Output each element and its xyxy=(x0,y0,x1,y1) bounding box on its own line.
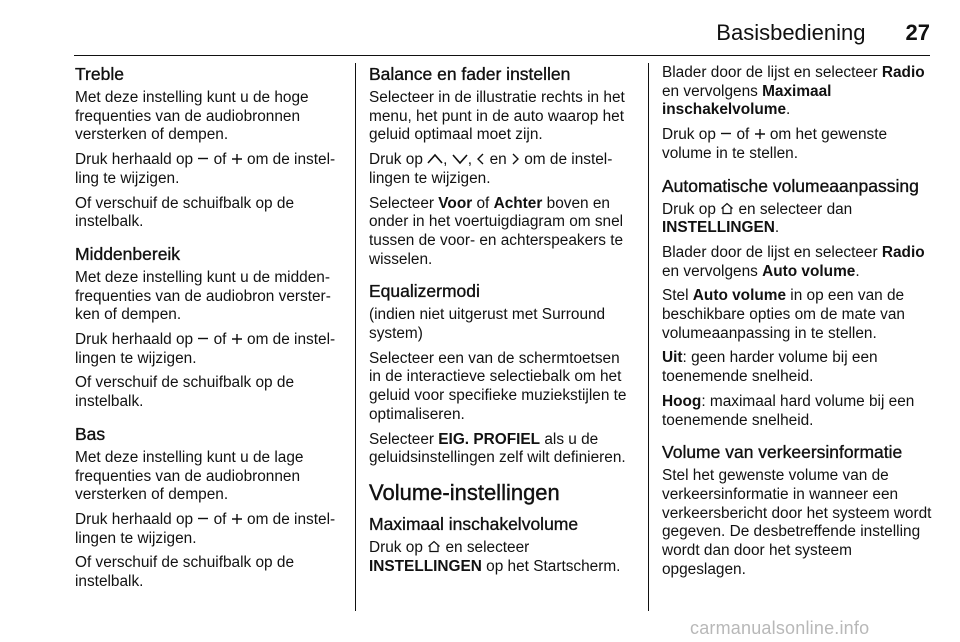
midden-slider-note: Of verschuif de schuifbalk op de instelbalk. xyxy=(75,374,295,411)
heading-bas: Bas xyxy=(75,423,106,444)
max-volume-step3: Druk op of om het gewenste volume in te stellen. xyxy=(662,126,888,162)
treble-instruction: Druk herhaald op of om de instelling te wijzigen. xyxy=(75,151,336,187)
balance-front-rear-note: Selecteer Voor of Achter boven en onder in het voertuigdiagram om snel tussen de voor- en achterspeakers te wisselen. xyxy=(369,194,624,268)
watermark: carmanualsonline.info xyxy=(690,618,870,638)
plus-icon xyxy=(231,333,243,345)
column-1 xyxy=(75,64,345,598)
chevron-up-icon xyxy=(427,153,443,165)
traffic-volume-description: Stel het gewenste volume van de verkeersinformatie in wanneer een verkeersbericht door het systeem wordt gegeven. De desbetreffende instelling wordt dan door het systeem opgeslagen. xyxy=(662,467,932,578)
eq-own-profile: Selecteer EIG. PROFIEL als u de geluidsinstellingen zelf wilt definieren. xyxy=(369,430,626,467)
minus-icon xyxy=(720,128,732,140)
auto-volume-option-uit: Uit: geen harder volume bij een toenemende snelheid. xyxy=(662,349,878,386)
max-volume-step1: Druk op en selecteer INSTELLINGEN op het Startscherm. xyxy=(369,538,621,575)
chevron-left-icon xyxy=(476,153,485,165)
heading-middenbereik: Middenbereik xyxy=(75,243,181,264)
balance-description: Selecteer in de illustratie rechts in het menu, het punt in de auto waarop het geluid optimaal moet zijn. xyxy=(369,89,625,144)
chevron-right-icon xyxy=(511,153,520,165)
heading-volume-instellingen: Volume-instellingen xyxy=(369,479,560,505)
plus-icon xyxy=(231,153,243,165)
home-icon xyxy=(720,202,734,215)
max-volume-step2: Blader door de lijst en selecteer Radio en vervolgens Maximaal inschakelvolume. xyxy=(662,64,925,119)
balance-instruction: Druk op , , en om de instellingen te wijzigen. xyxy=(369,151,613,187)
bas-slider-note: Of verschuif de schuifbalk op de instelbalk. xyxy=(75,554,295,591)
home-icon xyxy=(427,540,441,553)
heading-treble: Treble xyxy=(75,64,124,84)
minus-icon xyxy=(197,153,209,165)
eq-condition: (indien niet uitgerust met Surround system) xyxy=(369,306,606,343)
auto-volume-step1: Druk op en selecteer dan INSTELLINGEN. xyxy=(662,200,853,237)
page-header xyxy=(0,20,930,46)
page-section-title: Basisbediening xyxy=(716,20,866,45)
treble-slider-note: Of verschuif de schuifbalk op de instelbalk. xyxy=(75,194,295,231)
plus-icon xyxy=(754,128,766,140)
column-2 xyxy=(369,64,635,582)
treble-description: Met deze instelling kunt u de hoge frequenties van de audiobronnen versterken of dempen. xyxy=(75,89,309,144)
minus-icon xyxy=(197,333,209,345)
bas-instruction: Druk herhaald op of om de instellingen te wijzigen. xyxy=(75,510,336,547)
chevron-down-icon xyxy=(452,153,468,165)
minus-icon xyxy=(197,513,209,525)
bas-description: Met deze instelling kunt u de lage frequenties van de audiobronnen versterken of dempen. xyxy=(75,448,304,504)
page-number: 27 xyxy=(905,20,930,45)
eq-description: Selecteer een van de schermtoetsen in de interactieve selectiebalk om het geluid voor specifieke muziekstijlen te optimaliseren. xyxy=(369,349,627,423)
column-divider-left xyxy=(355,63,356,611)
heading-volume-verkeersinformatie: Volume van verkeersinformatie xyxy=(662,442,903,463)
header-rule xyxy=(74,55,930,56)
heading-balance-fader: Balance en fader instellen xyxy=(369,64,571,84)
auto-volume-step3: Stel Auto volume in op een van de beschikbare opties om de mate van volumeaanpassing in te stellen. xyxy=(662,287,905,342)
heading-maximaal-inschakelvolume: Maximaal inschakelvolume xyxy=(369,513,579,534)
heading-equalizermodi: Equalizermodi xyxy=(369,281,480,302)
auto-volume-option-hoog: Hoog: maximaal hard volume bij een toenemende snelheid. xyxy=(662,392,915,429)
column-divider-right xyxy=(648,63,649,611)
heading-automatische-volumeaanpassing: Automatische volumeaanpassing xyxy=(662,175,919,196)
midden-instruction: Druk herhaald op of om de instellingen te wijzigen. xyxy=(75,331,336,367)
auto-volume-step2: Blader door de lijst en selecteer Radio en vervolgens Auto volume. xyxy=(662,243,925,280)
midden-description: Met deze instelling kunt u de middenfrequenties van de audiobron versterken of dempen. xyxy=(75,268,331,324)
column-3 xyxy=(662,64,932,585)
plus-icon xyxy=(231,513,243,525)
